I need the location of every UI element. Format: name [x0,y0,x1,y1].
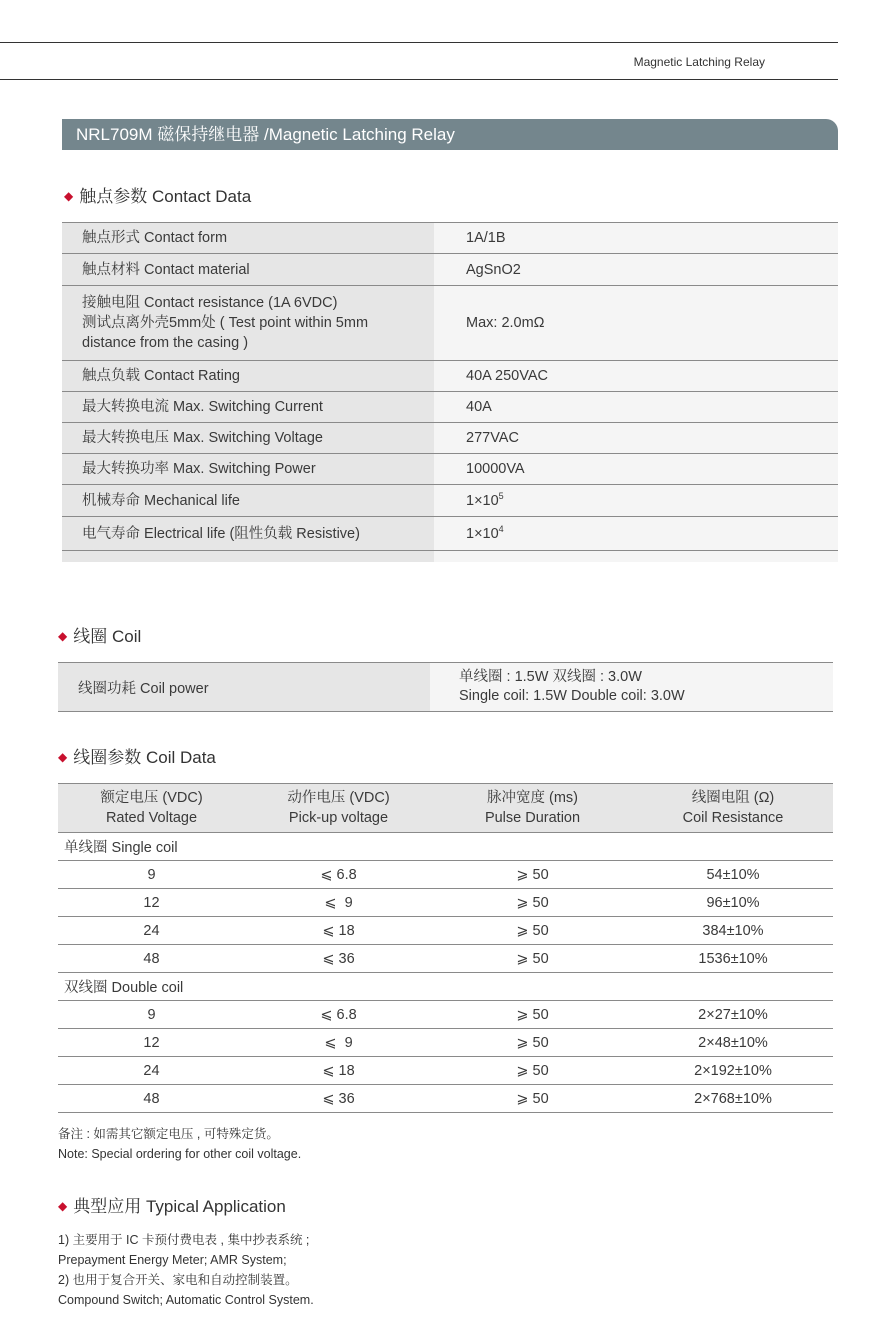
coil-heading [58,622,141,647]
application-line: 1) 主要用于 IC 卡预付费电表 , 集中抄表系统 ; [58,1233,310,1247]
coil-resistance-cell: 1536±10% [633,945,833,973]
header-title: Magnetic Latching Relay [633,55,765,69]
table-row [58,889,833,917]
pulse-duration-cell: ⩾ 50 [432,945,633,973]
contact-data-table [62,222,838,562]
header-cn: 脉冲宽度 (ms) [486,790,578,806]
coil-group-label: 单线圈 Single coil [58,833,833,861]
note [58,1124,301,1164]
coil-resistance-cell: 54±10% [633,861,833,889]
header-en: Coil Resistance [682,810,784,826]
contact-resistance-label-line: distance from the casing ) [82,335,249,351]
table-tail [62,551,838,562]
rated-voltage-header [58,784,245,833]
mechanical-life-exponent: 5 [498,490,504,501]
header-cn: 线圈电阻 (Ω) [691,790,775,806]
max-switching-current-label: 最大转换电流 Max. Switching Current [62,392,434,423]
contact-material-label: 触点材料 Contact material [62,254,434,286]
pulse-duration-header [432,784,633,833]
pulse-duration-cell: ⩾ 50 [432,1001,633,1029]
table-row [62,485,838,517]
table-row [62,423,838,454]
contact-resistance-label-line: 接触电阻 Contact resistance (1A 6VDC) [82,295,338,311]
table-row [58,1029,833,1057]
table-tail-cell [434,551,838,562]
pulse-duration-cell: ⩾ 50 [432,1029,633,1057]
table-row [58,917,833,945]
max-switching-voltage-value: 277VAC [434,423,838,454]
product-title-bar: NRL709M 磁保持继电器 /Magnetic Latching Relay [62,119,838,150]
coil-power-row [58,662,833,712]
header-en: Rated Voltage [105,810,198,826]
table-row [62,454,838,485]
pulse-duration-cell: ⩾ 50 [432,1057,633,1085]
header-rule [0,79,838,80]
contact-form-value: 1A/1B [434,223,838,254]
pickup-voltage-cell: ⩽ 9 [245,1029,432,1057]
coil-group-row [58,973,833,1001]
rated-voltage-cell: 9 [58,861,245,889]
application-list [58,1230,314,1310]
coil-resistance-cell: 2×48±10% [633,1029,833,1057]
pulse-duration-cell: ⩾ 50 [432,889,633,917]
coil-power-value-cn: 单线圈 : 1.5W 双线圈 : 3.0W [459,669,642,685]
table-row [62,223,838,254]
table-row [62,361,838,392]
table-tail-cell [62,551,434,562]
electrical-life-value [434,517,838,551]
coil-power-label: 线圈功耗 Coil power [58,663,430,711]
contact-data-heading-text: 触点参数 Contact Data [79,187,252,206]
contact-form-label: 触点形式 Contact form [62,223,434,254]
rated-voltage-cell: 9 [58,1001,245,1029]
table-row [62,392,838,423]
table-row [58,945,833,973]
rated-voltage-cell: 24 [58,917,245,945]
diamond-bullet-icon: ◆ [64,189,74,203]
contact-rating-value: 40A 250VAC [434,361,838,392]
max-switching-current-value: 40A [434,392,838,423]
header-cn: 动作电压 (VDC) [287,790,390,806]
table-header-row [58,784,833,833]
application-heading [58,1192,286,1217]
header-cn: 额定电压 (VDC) [100,790,203,806]
contact-resistance-label [62,286,434,361]
contact-resistance-label-line: 测试点离外壳5mm处 ( Test point within 5mm [82,315,369,331]
coil-heading-text: 线圈 Coil [73,627,142,646]
electrical-life-exponent: 4 [498,523,504,534]
rated-voltage-cell: 12 [58,889,245,917]
pickup-voltage-cell: ⩽ 36 [245,945,432,973]
pulse-duration-cell: ⩾ 50 [432,917,633,945]
header-en: Pulse Duration [484,810,581,826]
pulse-duration-cell: ⩾ 50 [432,861,633,889]
pickup-voltage-cell: ⩽ 6.8 [245,861,432,889]
rated-voltage-cell: 48 [58,945,245,973]
coil-power-value-en: Single coil: 1.5W Double coil: 3.0W [459,688,685,704]
header-en: Pick-up voltage [288,810,389,826]
coil-data-heading-text: 线圈参数 Coil Data [73,748,216,767]
table-row [62,286,838,361]
pulse-duration-cell: ⩾ 50 [432,1085,633,1113]
coil-data-body [58,833,833,1113]
pickup-voltage-cell: ⩽ 18 [245,1057,432,1085]
application-heading-text: 典型应用 Typical Application [73,1197,286,1216]
contact-data-heading [64,182,251,207]
max-switching-voltage-label: 最大转换电压 Max. Switching Voltage [62,423,434,454]
coil-resistance-cell: 96±10% [633,889,833,917]
table-row [58,861,833,889]
coil-resistance-cell: 2×768±10% [633,1085,833,1113]
table-row [58,1057,833,1085]
contact-rating-label: 触点负载 Contact Rating [62,361,434,392]
table-row [58,1001,833,1029]
coil-power-value [430,663,833,711]
coil-data-table [58,783,833,1113]
diamond-bullet-icon: ◆ [58,1199,68,1213]
table-row [62,517,838,551]
contact-material-value: AgSnO2 [434,254,838,286]
top-rule [0,42,838,43]
mechanical-life-label: 机械寿命 Mechanical life [62,485,434,517]
mechanical-life-base: 1×10 [466,492,499,509]
application-line: Compound Switch; Automatic Control System. [58,1293,314,1307]
pickup-voltage-header [245,784,432,833]
note-en: Note: Special ordering for other coil voltage. [58,1147,302,1161]
note-cn: 备注 : 如需其它额定电压 , 可特殊定货。 [58,1127,279,1141]
coil-resistance-cell: 2×27±10% [633,1001,833,1029]
diamond-bullet-icon: ◆ [58,750,68,764]
diamond-bullet-icon: ◆ [58,629,68,643]
table-row [62,254,838,286]
coil-group-label: 双线圈 Double coil [58,973,833,1001]
rated-voltage-cell: 48 [58,1085,245,1113]
table-row [58,1085,833,1113]
application-line: Prepayment Energy Meter; AMR System; [58,1253,287,1267]
coil-resistance-header [633,784,833,833]
coil-resistance-cell: 2×192±10% [633,1057,833,1085]
coil-group-row [58,833,833,861]
max-switching-power-label: 最大转换功率 Max. Switching Power [62,454,434,485]
electrical-life-base: 1×10 [466,525,499,542]
pickup-voltage-cell: ⩽ 6.8 [245,1001,432,1029]
contact-resistance-value: Max: 2.0mΩ [434,286,838,361]
application-line: 2) 也用于复合开关、家电和自动控制装置。 [58,1273,298,1287]
electrical-life-label: 电气寿命 Electrical life (阻性负载 Resistive) [62,517,434,551]
mechanical-life-value [434,485,838,517]
coil-resistance-cell: 384±10% [633,917,833,945]
pickup-voltage-cell: ⩽ 18 [245,917,432,945]
pickup-voltage-cell: ⩽ 36 [245,1085,432,1113]
pickup-voltage-cell: ⩽ 9 [245,889,432,917]
coil-data-heading [58,743,216,768]
max-switching-power-value: 10000VA [434,454,838,485]
rated-voltage-cell: 12 [58,1029,245,1057]
rated-voltage-cell: 24 [58,1057,245,1085]
